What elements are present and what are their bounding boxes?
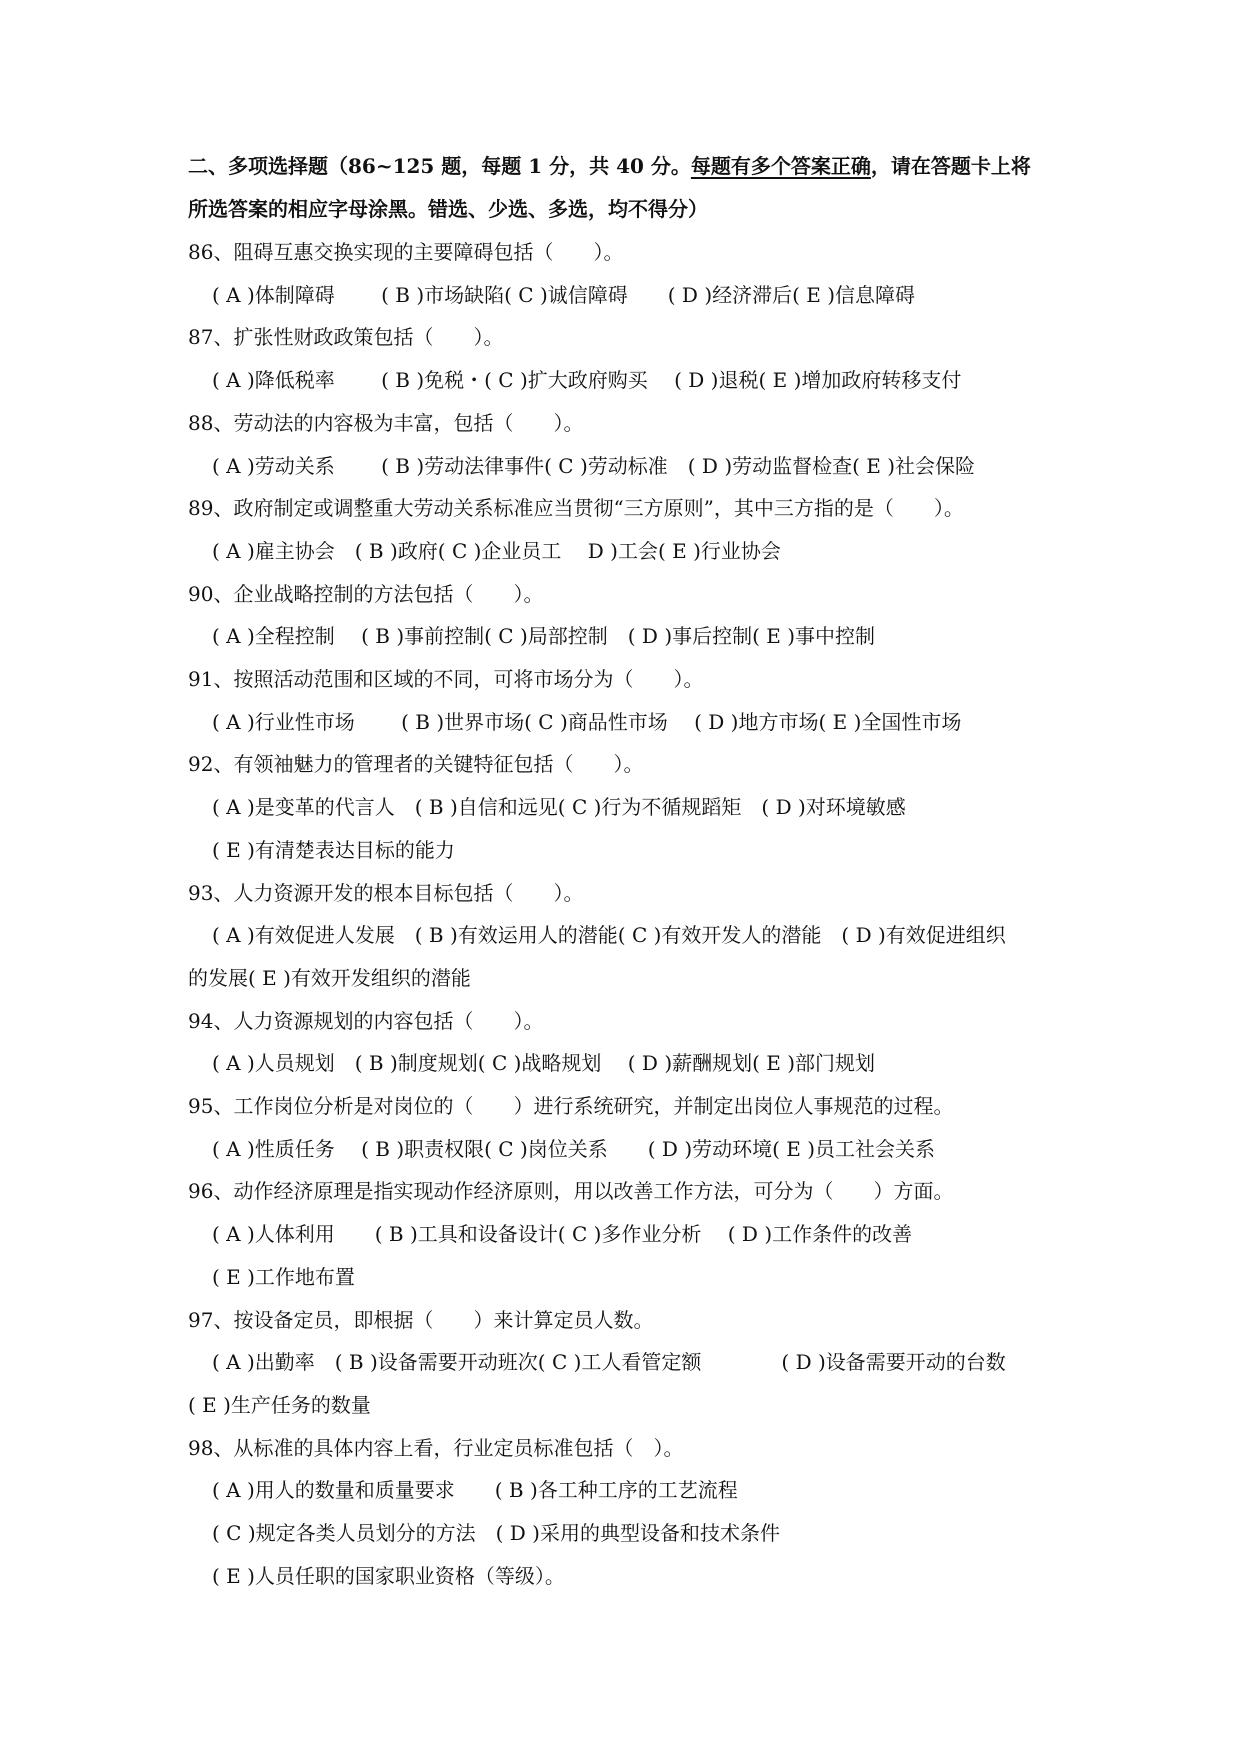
question-stem: 96、动作经济原理是指实现动作经济原则，用以改善工作方法，可分为（ ）方面。 xyxy=(188,1179,954,1204)
answer-options: ( E )工作地布置 xyxy=(212,1264,355,1289)
answer-options: ( A )降低税率 ( B )免税・( C )扩大政府购买 ( D )退税( E )增加政府转移支付 xyxy=(212,368,962,393)
question-stem: 94、人力资源规划的内容包括（ ）。 xyxy=(188,1008,544,1033)
question-stem: 88、劳动法的内容极为丰富，包括（ ）。 xyxy=(188,410,584,435)
question-stem: 87、扩张性财政政策包括（ ）。 xyxy=(188,325,504,350)
answer-options: ( E )有清楚表达目标的能力 xyxy=(212,837,455,862)
section-heading xyxy=(188,145,1058,188)
answer-options: ( A )雇主协会 ( B )政府( C )企业员工 D )工会( E )行业协会 xyxy=(212,538,781,563)
answer-options: ( A )是变革的代言人 ( B )自信和远见( C )行为不循规蹈矩 ( D )对环境敏感 xyxy=(212,795,906,820)
section-heading-underlined: 每题有多个答案正确 xyxy=(690,154,871,178)
answer-options-continued: 的发展( E )有效开发组织的潜能 xyxy=(188,965,471,990)
answer-options: ( A )体制障碍 ( B )市场缺陷( C )诚信障碍 ( D )经济滞后( E )信息障碍 xyxy=(212,282,916,307)
answer-options: ( E )人员任职的国家职业资格（等级）。 xyxy=(212,1563,565,1588)
answer-options: ( A )有效促进人发展 ( B )有效运用人的潜能( C )有效开发人的潜能 ( D )有效促进组织 xyxy=(212,923,1006,948)
question-stem: 91、按照活动范围和区域的不同，可将市场分为（ ）。 xyxy=(188,667,704,692)
answer-options: ( A )人员规划 ( B )制度规划( C )战略规划 ( D )薪酬规划( E )部门规划 xyxy=(212,1051,876,1076)
question-stem: 92、有领袖魅力的管理者的关键特征包括（ ）。 xyxy=(188,752,644,777)
question-stem: 95、工作岗位分析是对岗位的（ ）进行系统研究，并制定出岗位人事规范的过程。 xyxy=(188,1094,954,1119)
answer-options: ( A )全程控制 ( B )事前控制( C )局部控制 ( D )事后控制( E )事中控制 xyxy=(212,624,876,649)
question-stem: 90、企业战略控制的方法包括（ ）。 xyxy=(188,581,544,606)
question-stem: 86、阻碍互惠交换实现的主要障碍包括（ ）。 xyxy=(188,240,624,264)
answer-options: ( A )人体利用 ( B )工具和设备设计( C )多作业分析 ( D )工作条件的改善 xyxy=(212,1222,913,1247)
question-section xyxy=(188,145,1058,1598)
answer-options: ( A )行业性市场 ( B )世界市场( C )商品性市场 ( D )地方市场( E )全国性市场 xyxy=(212,709,962,734)
answer-options: ( A )出勤率 ( B )设备需要开动班次( C )工人看管定额 ( D )设备需要开动的台数 xyxy=(212,1350,1006,1375)
question-stem: 89、政府制定或调整重大劳动关系标准应当贯彻“三方原则”，其中三方指的是（ ）。 xyxy=(188,496,964,521)
question-stem: 93、人力资源开发的根本目标包括（ ）。 xyxy=(188,880,584,905)
question-stem: 98、从标准的具体内容上看，行业定员标准包括（ ）。 xyxy=(188,1435,684,1460)
answer-options-continued: ( E )生产任务的数量 xyxy=(188,1392,371,1417)
answer-options: ( C )规定各类人员划分的方法 ( D )采用的典型设备和技术条件 xyxy=(212,1521,780,1546)
section-heading-line2: 所选答案的相应字母涂黑。错选、少选、多选，均不得分） xyxy=(188,197,708,221)
answer-options: ( A )劳动关系 ( B )劳动法律事件( C )劳动标准 ( D )劳动监督检查( E )社会保险 xyxy=(212,453,976,478)
section-heading-tail: ，请在答题卡上将 xyxy=(870,154,1031,178)
section-heading-main: 二、多项选择题（86~125 题，每题 1 分，共 40 分。 xyxy=(188,154,691,178)
answer-options: ( A )用人的数量和质量要求 ( B )各工种工序的工艺流程 xyxy=(212,1478,738,1503)
answer-options: ( A )性质任务 ( B )职责权限( C )岗位关系 ( D )劳动环境( E )员工社会关系 xyxy=(212,1136,936,1161)
question-stem: 97、按设备定员，即根据（ ）来计算定员人数。 xyxy=(188,1307,654,1332)
